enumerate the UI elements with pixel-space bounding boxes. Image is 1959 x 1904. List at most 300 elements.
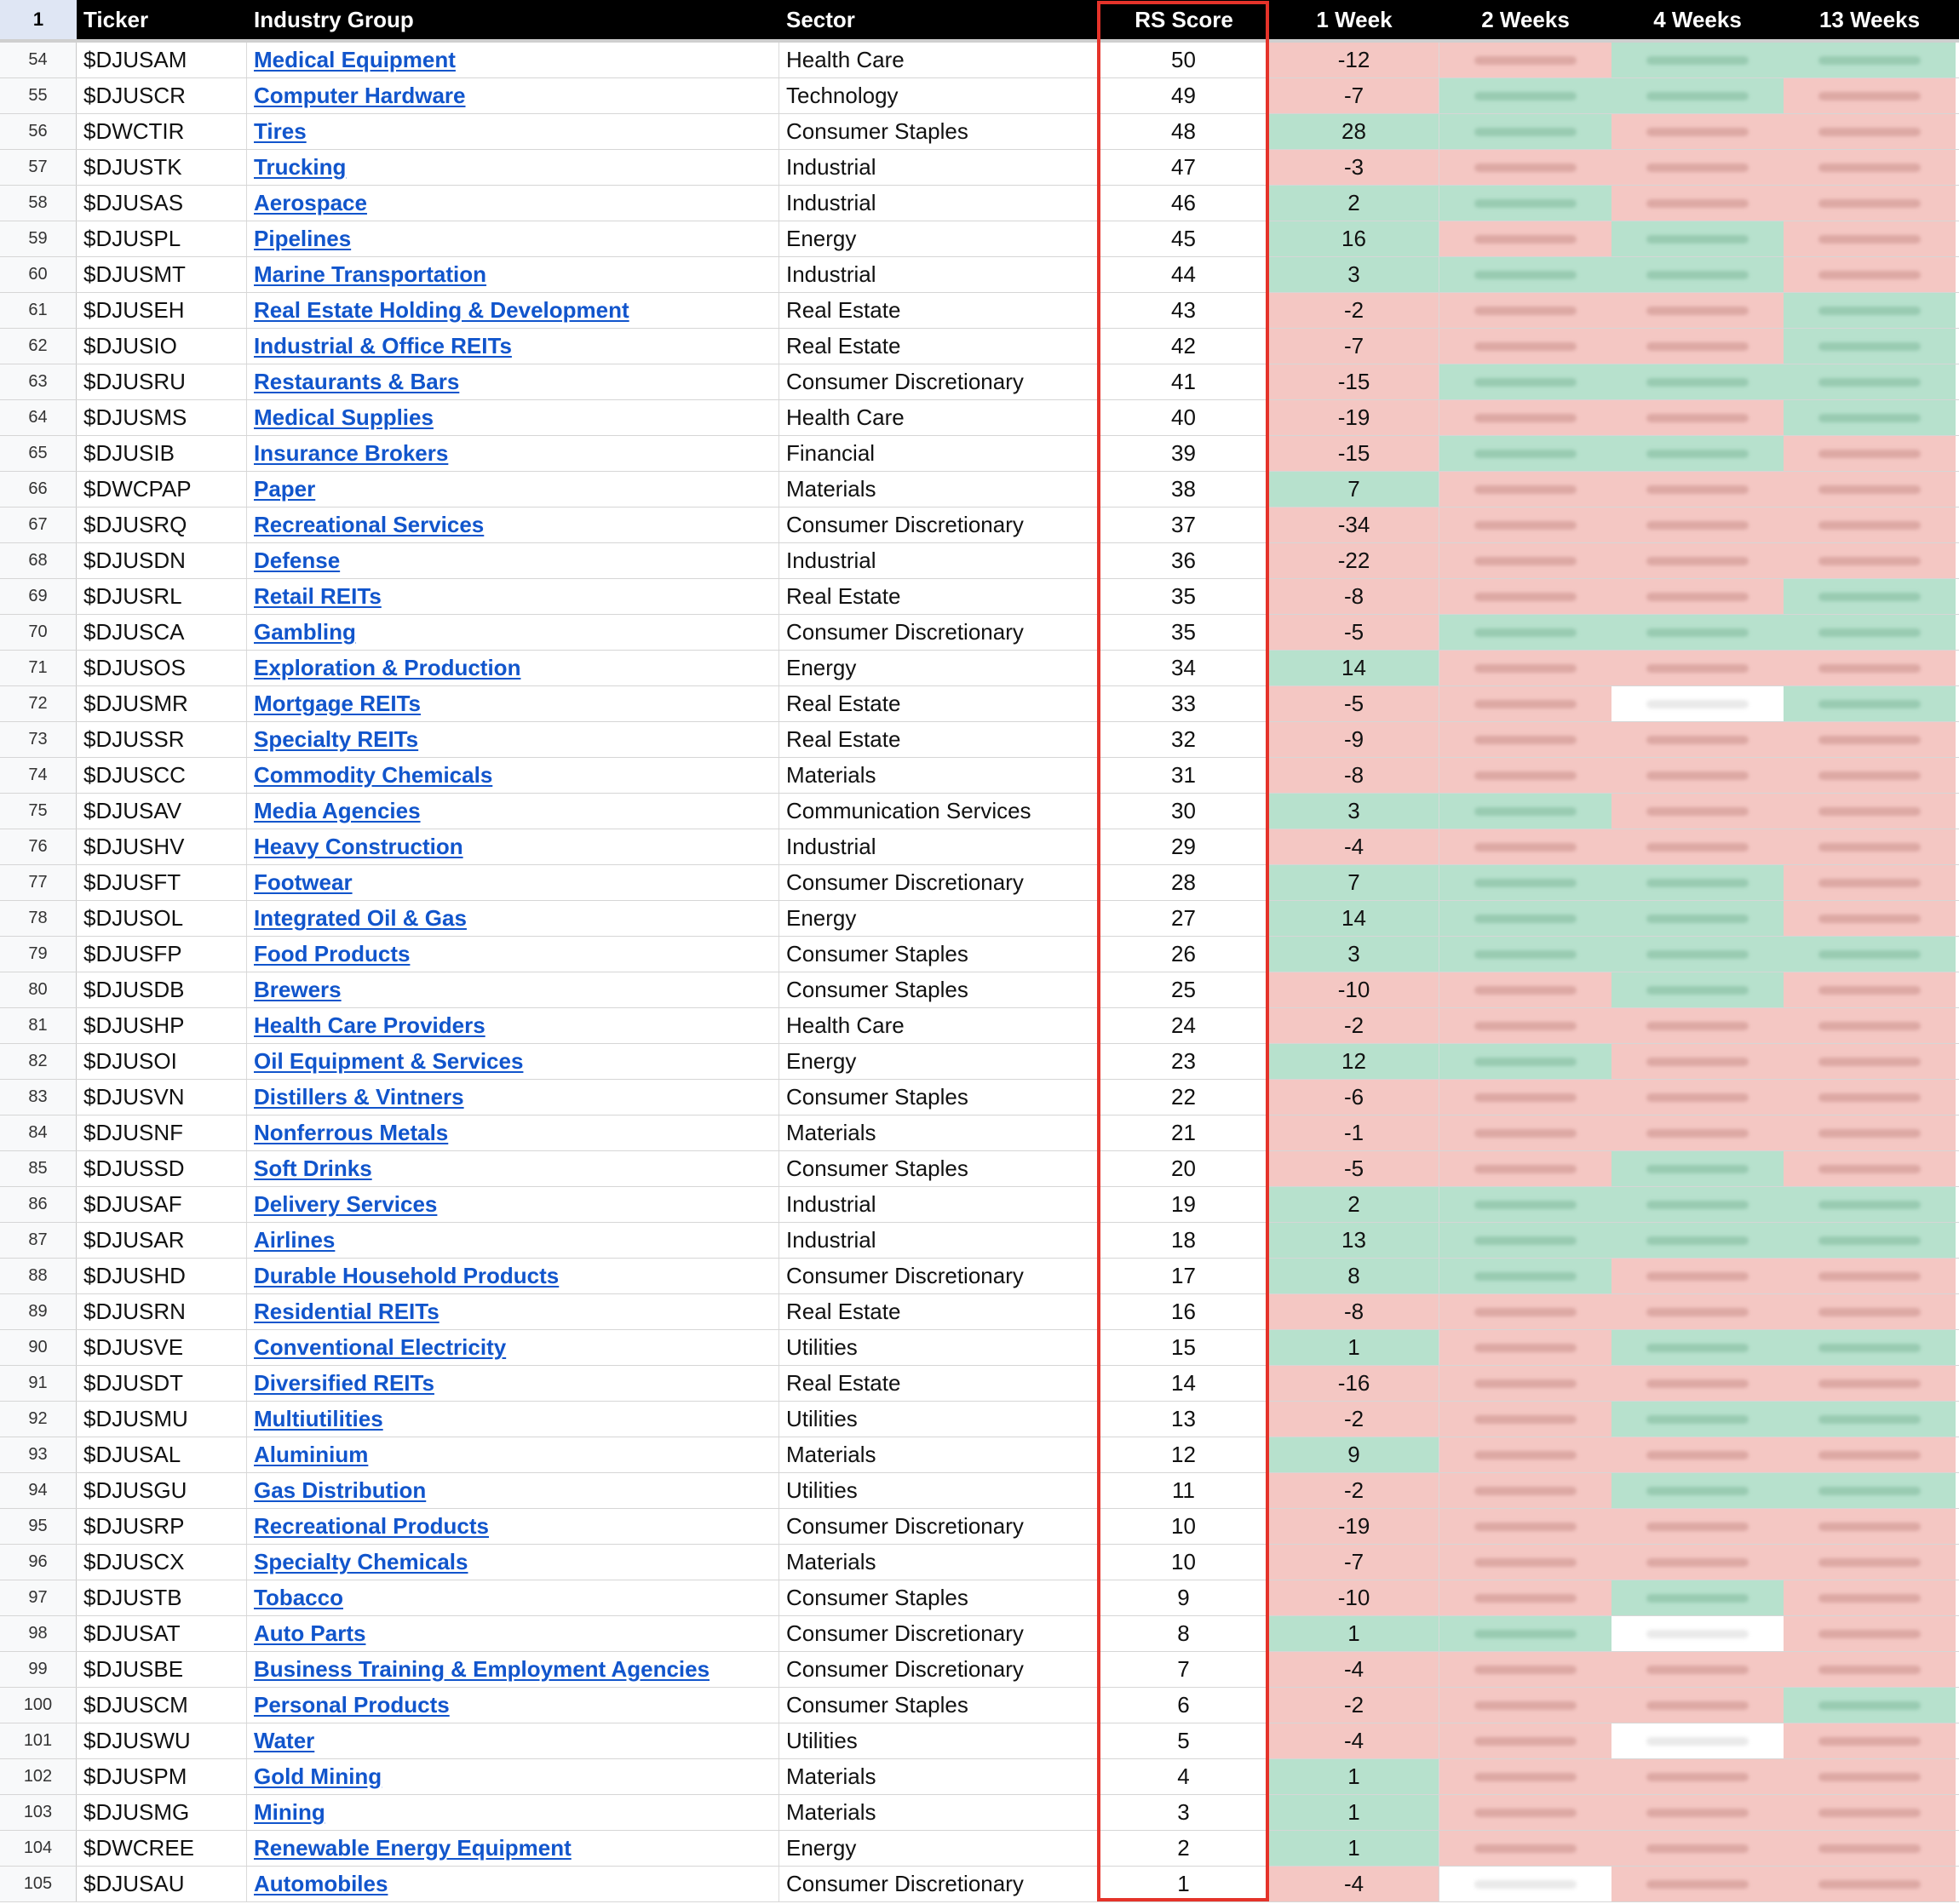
1-week-change-cell[interactable]: 1 <box>1269 1795 1439 1830</box>
4-weeks-change-cell[interactable] <box>1611 150 1784 185</box>
2-weeks-change-cell[interactable] <box>1439 293 1611 328</box>
industry-group-link[interactable]: Personal Products <box>254 1692 450 1718</box>
4-weeks-change-cell[interactable] <box>1611 1080 1784 1115</box>
2-weeks-change-cell[interactable] <box>1439 1437 1611 1472</box>
4-weeks-change-cell[interactable] <box>1611 1437 1784 1472</box>
4-weeks-change-cell[interactable] <box>1611 579 1784 614</box>
industry-group-link[interactable]: Mining <box>254 1799 325 1825</box>
row-number[interactable]: 75 <box>0 794 77 829</box>
industry-group-link[interactable]: Oil Equipment & Services <box>254 1048 524 1074</box>
industry-group-cell[interactable] <box>247 1366 779 1401</box>
industry-group-link[interactable]: Defense <box>254 548 341 573</box>
ticker-cell[interactable]: $DJUSDN <box>77 543 247 578</box>
rs-score-cell[interactable]: 20 <box>1099 1151 1269 1186</box>
4-weeks-change-cell[interactable] <box>1611 436 1784 471</box>
4-weeks-change-cell[interactable] <box>1611 1831 1784 1866</box>
ticker-cell[interactable]: $DJUSCM <box>77 1688 247 1723</box>
ticker-cell[interactable]: $DWCPAP <box>77 472 247 507</box>
ticker-cell[interactable]: $DJUSRN <box>77 1294 247 1329</box>
13-weeks-change-cell[interactable] <box>1784 293 1956 328</box>
2-weeks-change-cell[interactable] <box>1439 1008 1611 1043</box>
13-weeks-change-cell[interactable] <box>1784 579 1956 614</box>
ticker-cell[interactable]: $DJUSDT <box>77 1366 247 1401</box>
1-week-change-cell[interactable]: -10 <box>1269 972 1439 1007</box>
sector-cell[interactable]: Real Estate <box>779 1366 1099 1401</box>
sector-cell[interactable]: Consumer Discretionary <box>779 1509 1099 1544</box>
row-number[interactable]: 80 <box>0 972 77 1007</box>
industry-group-cell[interactable] <box>247 686 779 721</box>
13-weeks-change-cell[interactable] <box>1784 508 1956 542</box>
1-week-change-cell[interactable]: -7 <box>1269 1545 1439 1580</box>
industry-group-link[interactable]: Tires <box>254 118 307 144</box>
sector-cell[interactable]: Consumer Discretionary <box>779 865 1099 900</box>
sector-cell[interactable]: Energy <box>779 651 1099 685</box>
row-number[interactable]: 71 <box>0 651 77 685</box>
1-week-change-cell[interactable]: -4 <box>1269 829 1439 864</box>
industry-group-cell[interactable] <box>247 901 779 936</box>
13-weeks-change-cell[interactable] <box>1784 1044 1956 1079</box>
13-weeks-change-cell[interactable] <box>1784 1473 1956 1508</box>
ticker-cell[interactable]: $DJUSPM <box>77 1759 247 1794</box>
sector-cell[interactable]: Consumer Staples <box>779 114 1099 149</box>
sector-cell[interactable]: Consumer Discretionary <box>779 1259 1099 1293</box>
2-weeks-change-cell[interactable] <box>1439 186 1611 221</box>
rs-score-cell[interactable]: 34 <box>1099 651 1269 685</box>
ticker-cell[interactable]: $DJUSMU <box>77 1402 247 1437</box>
industry-group-cell[interactable] <box>247 114 779 149</box>
rs-score-cell[interactable]: 23 <box>1099 1044 1269 1079</box>
rs-score-cell[interactable]: 7 <box>1099 1652 1269 1687</box>
13-weeks-change-cell[interactable] <box>1784 1652 1956 1687</box>
industry-group-link[interactable]: Airlines <box>254 1227 336 1253</box>
row-number[interactable]: 84 <box>0 1115 77 1150</box>
row-number[interactable]: 87 <box>0 1223 77 1258</box>
2-weeks-change-cell[interactable] <box>1439 1688 1611 1723</box>
ticker-cell[interactable]: $DJUSOL <box>77 901 247 936</box>
industry-group-cell[interactable] <box>247 1723 779 1758</box>
column-header-1-week[interactable]: 1 Week <box>1316 6 1393 32</box>
ticker-cell[interactable]: $DJUSVE <box>77 1330 247 1365</box>
4-weeks-change-cell[interactable] <box>1611 472 1784 507</box>
industry-group-cell[interactable] <box>247 508 779 542</box>
ticker-cell[interactable]: $DJUSPL <box>77 221 247 256</box>
industry-group-cell[interactable] <box>247 329 779 364</box>
1-week-change-cell[interactable]: -2 <box>1269 1402 1439 1437</box>
row-number[interactable]: 69 <box>0 579 77 614</box>
sector-cell[interactable]: Utilities <box>779 1402 1099 1437</box>
4-weeks-change-cell[interactable] <box>1611 1008 1784 1043</box>
13-weeks-change-cell[interactable] <box>1784 758 1956 793</box>
4-weeks-change-cell[interactable] <box>1611 722 1784 757</box>
1-week-change-cell[interactable]: 1 <box>1269 1759 1439 1794</box>
13-weeks-change-cell[interactable] <box>1784 364 1956 399</box>
column-header-sector[interactable]: Sector <box>786 6 855 32</box>
industry-group-link[interactable]: Computer Hardware <box>254 83 466 108</box>
ticker-cell[interactable]: $DJUSCR <box>77 78 247 113</box>
13-weeks-change-cell[interactable] <box>1784 1151 1956 1186</box>
rs-score-cell[interactable]: 28 <box>1099 865 1269 900</box>
1-week-change-cell[interactable]: -22 <box>1269 543 1439 578</box>
4-weeks-change-cell[interactable] <box>1611 1115 1784 1150</box>
industry-group-cell[interactable] <box>247 1473 779 1508</box>
13-weeks-change-cell[interactable] <box>1784 472 1956 507</box>
ticker-cell[interactable]: $DJUSMR <box>77 686 247 721</box>
1-week-change-cell[interactable]: -2 <box>1269 1473 1439 1508</box>
industry-group-cell[interactable] <box>247 651 779 685</box>
sector-cell[interactable]: Materials <box>779 1545 1099 1580</box>
industry-group-cell[interactable] <box>247 1294 779 1329</box>
industry-group-cell[interactable] <box>247 1151 779 1186</box>
industry-group-link[interactable]: Gold Mining <box>254 1763 382 1789</box>
2-weeks-change-cell[interactable] <box>1439 1759 1611 1794</box>
1-week-change-cell[interactable]: -15 <box>1269 436 1439 471</box>
4-weeks-change-cell[interactable] <box>1611 543 1784 578</box>
industry-group-cell[interactable] <box>247 615 779 650</box>
13-weeks-change-cell[interactable] <box>1784 1616 1956 1651</box>
4-weeks-change-cell[interactable] <box>1611 78 1784 113</box>
industry-group-cell[interactable] <box>247 1795 779 1830</box>
4-weeks-change-cell[interactable] <box>1611 221 1784 256</box>
13-weeks-change-cell[interactable] <box>1784 865 1956 900</box>
ticker-cell[interactable]: $DJUSAT <box>77 1616 247 1651</box>
1-week-change-cell[interactable]: -15 <box>1269 364 1439 399</box>
2-weeks-change-cell[interactable] <box>1439 78 1611 113</box>
4-weeks-change-cell[interactable] <box>1611 329 1784 364</box>
2-weeks-change-cell[interactable] <box>1439 1330 1611 1365</box>
industry-group-cell[interactable] <box>247 1187 779 1222</box>
1-week-change-cell[interactable]: -19 <box>1269 1509 1439 1544</box>
2-weeks-change-cell[interactable] <box>1439 686 1611 721</box>
2-weeks-change-cell[interactable] <box>1439 829 1611 864</box>
13-weeks-change-cell[interactable] <box>1784 1294 1956 1329</box>
1-week-change-cell[interactable]: -4 <box>1269 1723 1439 1758</box>
ticker-cell[interactable]: $DJUSIO <box>77 329 247 364</box>
4-weeks-change-cell[interactable] <box>1611 1259 1784 1293</box>
row-number[interactable]: 73 <box>0 722 77 757</box>
2-weeks-change-cell[interactable] <box>1439 1151 1611 1186</box>
industry-group-link[interactable]: Auto Parts <box>254 1620 366 1646</box>
rs-score-cell[interactable]: 31 <box>1099 758 1269 793</box>
13-weeks-change-cell[interactable] <box>1784 615 1956 650</box>
13-weeks-change-cell[interactable] <box>1784 1723 1956 1758</box>
industry-group-cell[interactable] <box>247 829 779 864</box>
rs-score-cell[interactable]: 12 <box>1099 1437 1269 1472</box>
2-weeks-change-cell[interactable] <box>1439 1366 1611 1401</box>
rs-score-cell[interactable]: 24 <box>1099 1008 1269 1043</box>
sector-cell[interactable]: Materials <box>779 472 1099 507</box>
row-number[interactable]: 55 <box>0 78 77 113</box>
industry-group-link[interactable]: Gas Distribution <box>254 1477 427 1503</box>
industry-group-cell[interactable] <box>247 865 779 900</box>
1-week-change-cell[interactable]: -4 <box>1269 1867 1439 1901</box>
4-weeks-change-cell[interactable] <box>1611 901 1784 936</box>
column-header-rs-score[interactable]: RS Score <box>1135 6 1233 32</box>
13-weeks-change-cell[interactable] <box>1784 329 1956 364</box>
row-number[interactable]: 90 <box>0 1330 77 1365</box>
13-weeks-change-cell[interactable] <box>1784 1259 1956 1293</box>
sector-cell[interactable]: Consumer Staples <box>779 1580 1099 1615</box>
13-weeks-change-cell[interactable] <box>1784 400 1956 435</box>
2-weeks-change-cell[interactable] <box>1439 1187 1611 1222</box>
1-week-change-cell[interactable]: 28 <box>1269 114 1439 149</box>
13-weeks-change-cell[interactable] <box>1784 543 1956 578</box>
sector-cell[interactable]: Industrial <box>779 1187 1099 1222</box>
ticker-cell[interactable]: $DJUSAU <box>77 1867 247 1901</box>
ticker-cell[interactable]: $DJUSAV <box>77 794 247 829</box>
2-weeks-change-cell[interactable] <box>1439 615 1611 650</box>
4-weeks-change-cell[interactable] <box>1611 1402 1784 1437</box>
industry-group-link[interactable]: Nonferrous Metals <box>254 1120 449 1145</box>
4-weeks-change-cell[interactable] <box>1611 508 1784 542</box>
1-week-change-cell[interactable]: 3 <box>1269 794 1439 829</box>
2-weeks-change-cell[interactable] <box>1439 758 1611 793</box>
1-week-change-cell[interactable]: -9 <box>1269 722 1439 757</box>
rs-score-cell[interactable]: 3 <box>1099 1795 1269 1830</box>
row-number[interactable]: 95 <box>0 1509 77 1544</box>
row-number[interactable]: 88 <box>0 1259 77 1293</box>
4-weeks-change-cell[interactable] <box>1611 686 1784 721</box>
industry-group-cell[interactable] <box>247 472 779 507</box>
row-number[interactable]: 78 <box>0 901 77 936</box>
1-week-change-cell[interactable]: -6 <box>1269 1080 1439 1115</box>
rs-score-cell[interactable]: 13 <box>1099 1402 1269 1437</box>
industry-group-cell[interactable] <box>247 1616 779 1651</box>
industry-group-link[interactable]: Heavy Construction <box>254 834 463 859</box>
1-week-change-cell[interactable]: 1 <box>1269 1831 1439 1866</box>
ticker-cell[interactable]: $DJUSBE <box>77 1652 247 1687</box>
row-number[interactable]: 96 <box>0 1545 77 1580</box>
sector-cell[interactable]: Communication Services <box>779 794 1099 829</box>
ticker-cell[interactable]: $DJUSSD <box>77 1151 247 1186</box>
13-weeks-change-cell[interactable] <box>1784 78 1956 113</box>
4-weeks-change-cell[interactable] <box>1611 1723 1784 1758</box>
industry-group-cell[interactable] <box>247 1437 779 1472</box>
industry-group-link[interactable]: Durable Household Products <box>254 1263 560 1288</box>
ticker-cell[interactable]: $DJUSRU <box>77 364 247 399</box>
13-weeks-change-cell[interactable] <box>1784 1366 1956 1401</box>
2-weeks-change-cell[interactable] <box>1439 972 1611 1007</box>
industry-group-cell[interactable] <box>247 1080 779 1115</box>
rs-score-cell[interactable]: 45 <box>1099 221 1269 256</box>
industry-group-cell[interactable] <box>247 794 779 829</box>
ticker-cell[interactable]: $DJUSCA <box>77 615 247 650</box>
row-number[interactable]: 56 <box>0 114 77 149</box>
13-weeks-change-cell[interactable] <box>1784 722 1956 757</box>
4-weeks-change-cell[interactable] <box>1611 1187 1784 1222</box>
sector-cell[interactable]: Real Estate <box>779 1294 1099 1329</box>
2-weeks-change-cell[interactable] <box>1439 651 1611 685</box>
column-header-industry-group[interactable]: Industry Group <box>254 6 414 32</box>
2-weeks-change-cell[interactable] <box>1439 722 1611 757</box>
1-week-change-cell[interactable]: -5 <box>1269 615 1439 650</box>
industry-group-cell[interactable] <box>247 43 779 77</box>
4-weeks-change-cell[interactable] <box>1611 1294 1784 1329</box>
4-weeks-change-cell[interactable] <box>1611 400 1784 435</box>
industry-group-link[interactable]: Diversified REITs <box>254 1370 434 1396</box>
sector-cell[interactable]: Financial <box>779 436 1099 471</box>
industry-group-link[interactable]: Mortgage REITs <box>254 691 421 716</box>
rs-score-cell[interactable]: 25 <box>1099 972 1269 1007</box>
2-weeks-change-cell[interactable] <box>1439 1723 1611 1758</box>
4-weeks-change-cell[interactable] <box>1611 293 1784 328</box>
row-number[interactable]: 70 <box>0 615 77 650</box>
industry-group-link[interactable]: Paper <box>254 476 316 502</box>
industry-group-link[interactable]: Aerospace <box>254 190 367 215</box>
1-week-change-cell[interactable]: -4 <box>1269 1652 1439 1687</box>
4-weeks-change-cell[interactable] <box>1611 1652 1784 1687</box>
4-weeks-change-cell[interactable] <box>1611 829 1784 864</box>
industry-group-cell[interactable] <box>247 1545 779 1580</box>
13-weeks-change-cell[interactable] <box>1784 1795 1956 1830</box>
industry-group-link[interactable]: Footwear <box>254 869 353 895</box>
sector-cell[interactable]: Energy <box>779 221 1099 256</box>
ticker-cell[interactable]: $DJUSAF <box>77 1187 247 1222</box>
13-weeks-change-cell[interactable] <box>1784 43 1956 77</box>
column-header-2-weeks[interactable]: 2 Weeks <box>1481 6 1570 32</box>
industry-group-link[interactable]: Insurance Brokers <box>254 440 449 466</box>
row-number[interactable]: 68 <box>0 543 77 578</box>
2-weeks-change-cell[interactable] <box>1439 329 1611 364</box>
ticker-cell[interactable]: $DJUSOI <box>77 1044 247 1079</box>
sector-cell[interactable]: Industrial <box>779 829 1099 864</box>
sector-cell[interactable]: Utilities <box>779 1330 1099 1365</box>
industry-group-cell[interactable] <box>247 150 779 185</box>
sector-cell[interactable]: Utilities <box>779 1473 1099 1508</box>
industry-group-link[interactable]: Medical Supplies <box>254 404 434 430</box>
sector-cell[interactable]: Real Estate <box>779 722 1099 757</box>
ticker-cell[interactable]: $DJUSTB <box>77 1580 247 1615</box>
13-weeks-change-cell[interactable] <box>1784 150 1956 185</box>
row-number[interactable]: 77 <box>0 865 77 900</box>
4-weeks-change-cell[interactable] <box>1611 972 1784 1007</box>
industry-group-link[interactable]: Medical Equipment <box>254 47 456 72</box>
2-weeks-change-cell[interactable] <box>1439 1545 1611 1580</box>
2-weeks-change-cell[interactable] <box>1439 937 1611 972</box>
1-week-change-cell[interactable]: -2 <box>1269 1008 1439 1043</box>
industry-group-cell[interactable] <box>247 972 779 1007</box>
industry-group-cell[interactable] <box>247 1402 779 1437</box>
industry-group-cell[interactable] <box>247 1688 779 1723</box>
ticker-cell[interactable]: $DJUSFP <box>77 937 247 972</box>
industry-group-cell[interactable] <box>247 257 779 292</box>
sector-cell[interactable]: Utilities <box>779 1723 1099 1758</box>
sector-cell[interactable]: Health Care <box>779 43 1099 77</box>
sector-cell[interactable]: Energy <box>779 1831 1099 1866</box>
1-week-change-cell[interactable]: 2 <box>1269 1187 1439 1222</box>
2-weeks-change-cell[interactable] <box>1439 1115 1611 1150</box>
1-week-change-cell[interactable]: -8 <box>1269 758 1439 793</box>
1-week-change-cell[interactable]: -2 <box>1269 1688 1439 1723</box>
rs-score-cell[interactable]: 47 <box>1099 150 1269 185</box>
industry-group-cell[interactable] <box>247 722 779 757</box>
13-weeks-change-cell[interactable] <box>1784 1008 1956 1043</box>
rs-score-cell[interactable]: 42 <box>1099 329 1269 364</box>
1-week-change-cell[interactable]: 16 <box>1269 221 1439 256</box>
2-weeks-change-cell[interactable] <box>1439 221 1611 256</box>
13-weeks-change-cell[interactable] <box>1784 1330 1956 1365</box>
row-number[interactable]: 54 <box>0 43 77 77</box>
rs-score-cell[interactable]: 27 <box>1099 901 1269 936</box>
4-weeks-change-cell[interactable] <box>1611 758 1784 793</box>
13-weeks-change-cell[interactable] <box>1784 1402 1956 1437</box>
1-week-change-cell[interactable]: -1 <box>1269 1115 1439 1150</box>
4-weeks-change-cell[interactable] <box>1611 257 1784 292</box>
sector-cell[interactable]: Industrial <box>779 186 1099 221</box>
ticker-cell[interactable]: $DJUSHD <box>77 1259 247 1293</box>
industry-group-cell[interactable] <box>247 221 779 256</box>
1-week-change-cell[interactable]: -5 <box>1269 1151 1439 1186</box>
sector-cell[interactable]: Consumer Discretionary <box>779 364 1099 399</box>
2-weeks-change-cell[interactable] <box>1439 794 1611 829</box>
industry-group-link[interactable]: Recreational Services <box>254 512 485 537</box>
2-weeks-change-cell[interactable] <box>1439 472 1611 507</box>
row-number[interactable]: 89 <box>0 1294 77 1329</box>
rs-score-cell[interactable]: 6 <box>1099 1688 1269 1723</box>
ticker-cell[interactable]: $DJUSCC <box>77 758 247 793</box>
industry-group-cell[interactable] <box>247 1580 779 1615</box>
industry-group-link[interactable]: Conventional Electricity <box>254 1334 507 1360</box>
rs-score-cell[interactable]: 40 <box>1099 400 1269 435</box>
industry-group-cell[interactable] <box>247 186 779 221</box>
13-weeks-change-cell[interactable] <box>1784 829 1956 864</box>
rs-score-cell[interactable]: 8 <box>1099 1616 1269 1651</box>
13-weeks-change-cell[interactable] <box>1784 1545 1956 1580</box>
4-weeks-change-cell[interactable] <box>1611 1616 1784 1651</box>
ticker-cell[interactable]: $DJUSTK <box>77 150 247 185</box>
2-weeks-change-cell[interactable] <box>1439 436 1611 471</box>
ticker-cell[interactable]: $DJUSHV <box>77 829 247 864</box>
industry-group-link[interactable]: Commodity Chemicals <box>254 762 493 788</box>
sector-cell[interactable]: Materials <box>779 1795 1099 1830</box>
industry-group-link[interactable]: Real Estate Holding & Development <box>254 297 629 323</box>
ticker-cell[interactable]: $DJUSAR <box>77 1223 247 1258</box>
2-weeks-change-cell[interactable] <box>1439 543 1611 578</box>
industry-group-cell[interactable] <box>247 1330 779 1365</box>
rs-score-cell[interactable]: 10 <box>1099 1509 1269 1544</box>
sector-cell[interactable]: Real Estate <box>779 293 1099 328</box>
industry-group-link[interactable]: Soft Drinks <box>254 1156 372 1181</box>
1-week-change-cell[interactable]: 1 <box>1269 1330 1439 1365</box>
1-week-change-cell[interactable]: -3 <box>1269 150 1439 185</box>
row-number[interactable]: 83 <box>0 1080 77 1115</box>
13-weeks-change-cell[interactable] <box>1784 1437 1956 1472</box>
ticker-cell[interactable]: $DJUSOS <box>77 651 247 685</box>
rs-score-cell[interactable]: 44 <box>1099 257 1269 292</box>
ticker-cell[interactable]: $DWCTIR <box>77 114 247 149</box>
13-weeks-change-cell[interactable] <box>1784 186 1956 221</box>
sector-cell[interactable]: Consumer Staples <box>779 937 1099 972</box>
rs-score-cell[interactable]: 32 <box>1099 722 1269 757</box>
industry-group-link[interactable]: Delivery Services <box>254 1191 438 1217</box>
4-weeks-change-cell[interactable] <box>1611 937 1784 972</box>
sector-cell[interactable]: Real Estate <box>779 329 1099 364</box>
rs-score-cell[interactable]: 11 <box>1099 1473 1269 1508</box>
industry-group-link[interactable]: Residential REITs <box>254 1299 439 1324</box>
row-number[interactable]: 58 <box>0 186 77 221</box>
sector-cell[interactable]: Consumer Staples <box>779 972 1099 1007</box>
industry-group-link[interactable]: Retail REITs <box>254 583 382 609</box>
rs-score-cell[interactable]: 15 <box>1099 1330 1269 1365</box>
row-number[interactable]: 105 <box>0 1867 77 1901</box>
4-weeks-change-cell[interactable] <box>1611 1795 1784 1830</box>
13-weeks-change-cell[interactable] <box>1784 1867 1956 1901</box>
2-weeks-change-cell[interactable] <box>1439 1259 1611 1293</box>
row-number[interactable]: 86 <box>0 1187 77 1222</box>
4-weeks-change-cell[interactable] <box>1611 1688 1784 1723</box>
row-number[interactable]: 61 <box>0 293 77 328</box>
industry-group-link[interactable]: Recreational Products <box>254 1513 489 1539</box>
industry-group-link[interactable]: Specialty REITs <box>254 726 419 752</box>
